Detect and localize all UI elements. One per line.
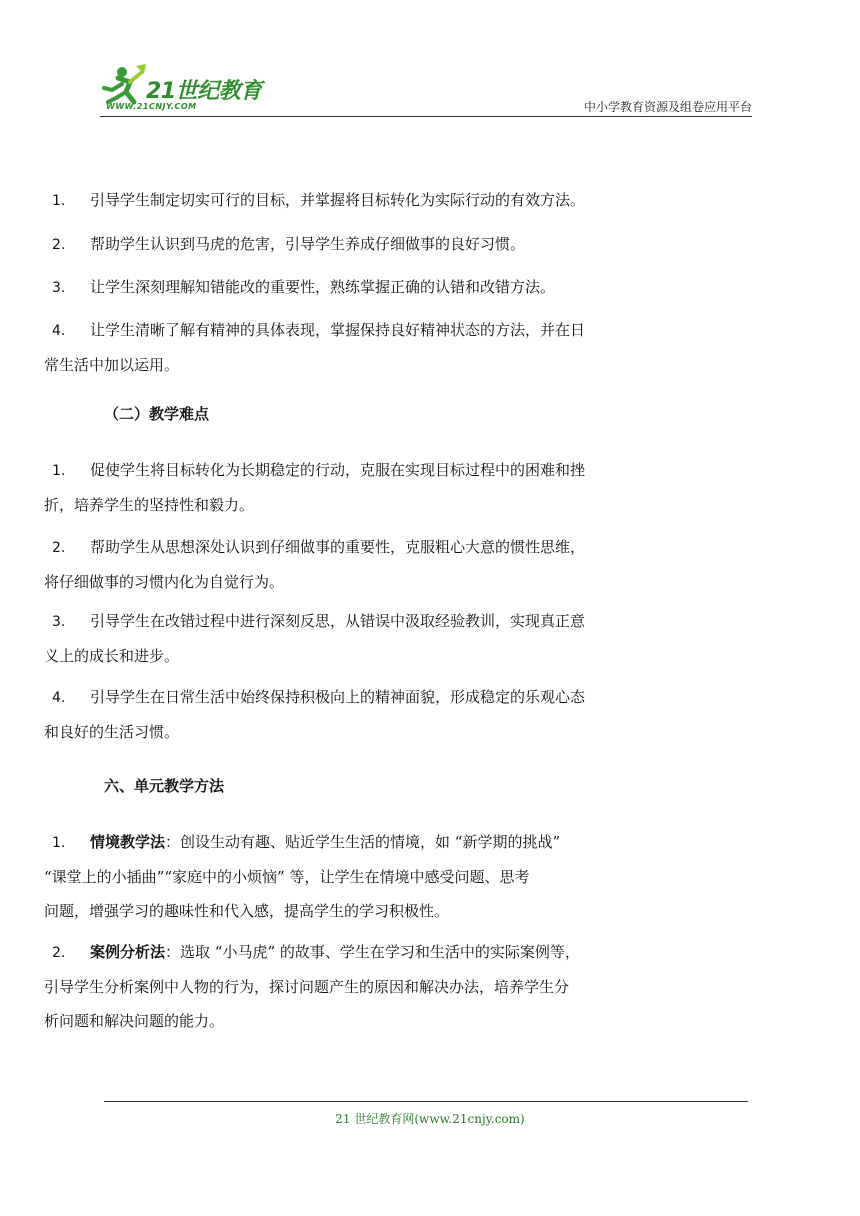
item-number: 2. (52, 945, 66, 961)
header-divider (100, 116, 752, 117)
method-name: 情境教学法 (90, 833, 166, 851)
site-logo (100, 62, 270, 118)
item-text-cont: 和良好的生活习惯。 (44, 723, 180, 741)
item-number: 1. (52, 463, 66, 479)
page-header (100, 62, 752, 118)
item-text: 引导学生在改错过程中进行深刻反思，从错误中汲取经验教训，实现真正意 (90, 612, 586, 630)
item-text-cont: “课堂上的小插曲”“家庭中的小烦恼” 等，让学生在情境中感受问题、思考 (44, 868, 530, 886)
item-text-cont: 将仔细做事的习惯内化为自觉行为。 (44, 573, 285, 591)
item-text-cont: 析问题和解决问题的能力。 (44, 1012, 225, 1030)
item-number: 3. (52, 280, 66, 296)
difficulty-item-1 (44, 453, 658, 522)
methods-heading: 六、单元教学方法 (104, 777, 225, 795)
platform-name: 中小学教育资源及组卷应用平台 (583, 100, 752, 114)
footer-link[interactable]: 21 世纪教育网(www.21cnjy.com) (335, 1112, 525, 1126)
item-text: 促使学生将目标转化为长期稳定的行动，克服在实现目标过程中的困难和挫 (90, 461, 586, 479)
logo-url: WWW.21CNJY.COM (106, 102, 197, 111)
item-number: 1. (52, 835, 66, 851)
item-text-cont: 问题，增强学习的趣味性和代入感，提高学生的学习积极性。 (44, 902, 450, 920)
difficulty-item-3 (44, 604, 658, 673)
item-text: 让学生清晰了解有精神的具体表现，掌握保持良好精神状态的方法，并在日 (90, 321, 586, 339)
item-number: 2. (52, 540, 66, 556)
item-text-cont: 义上的成长和进步。 (44, 647, 180, 665)
logo-text: 21世纪教育 (146, 79, 262, 104)
difficulty-item-2 (44, 530, 658, 599)
focus-item-3 (52, 270, 658, 305)
difficulty-heading: （二）教学难点 (104, 405, 210, 423)
focus-item-1 (52, 183, 658, 218)
runner-logo-icon (100, 62, 150, 106)
focus-item-4 (44, 313, 658, 382)
item-number: 4. (52, 690, 66, 706)
method-name: 案例分析法 (90, 943, 166, 961)
method-item-2 (44, 935, 658, 1038)
item-number: 2. (52, 237, 66, 253)
item-text: 让学生深刻理解知错能改的重要性，熟练掌握正确的认错和改错方法。 (90, 278, 556, 296)
item-text-cont: 常生活中加以运用。 (44, 356, 180, 374)
item-text: ：选取 “小马虎” 的故事、学生在学习和生活中的实际案例等， (165, 943, 580, 961)
item-number: 3. (52, 614, 66, 630)
item-text: 帮助学生认识到马虎的危害，引导学生养成仔细做事的良好习惯。 (90, 235, 526, 253)
item-text: 引导学生在日常生活中始终保持积极向上的精神面貌，形成稳定的乐观心态 (90, 688, 586, 706)
method-item-1 (44, 825, 658, 928)
focus-item-2 (52, 227, 658, 262)
difficulty-item-4 (44, 680, 658, 749)
item-text-cont: 引导学生分析案例中人物的行为，探讨问题产生的原因和解决办法，培养学生分 (44, 978, 570, 996)
item-text: 帮助学生从思想深处认识到仔细做事的重要性，克服粗心大意的惯性思维， (90, 538, 586, 556)
item-number: 1. (52, 193, 66, 209)
item-text: 引导学生制定切实可行的目标，并掌握将目标转化为实际行动的有效方法。 (90, 191, 586, 209)
item-text: ：创设生动有趣、贴近学生生活的情境，如 “新学期的挑战” (165, 833, 561, 851)
item-text-cont: 折，培养学生的坚持性和毅力。 (44, 496, 255, 514)
item-number: 4. (52, 323, 66, 339)
footer-divider (104, 1101, 748, 1102)
